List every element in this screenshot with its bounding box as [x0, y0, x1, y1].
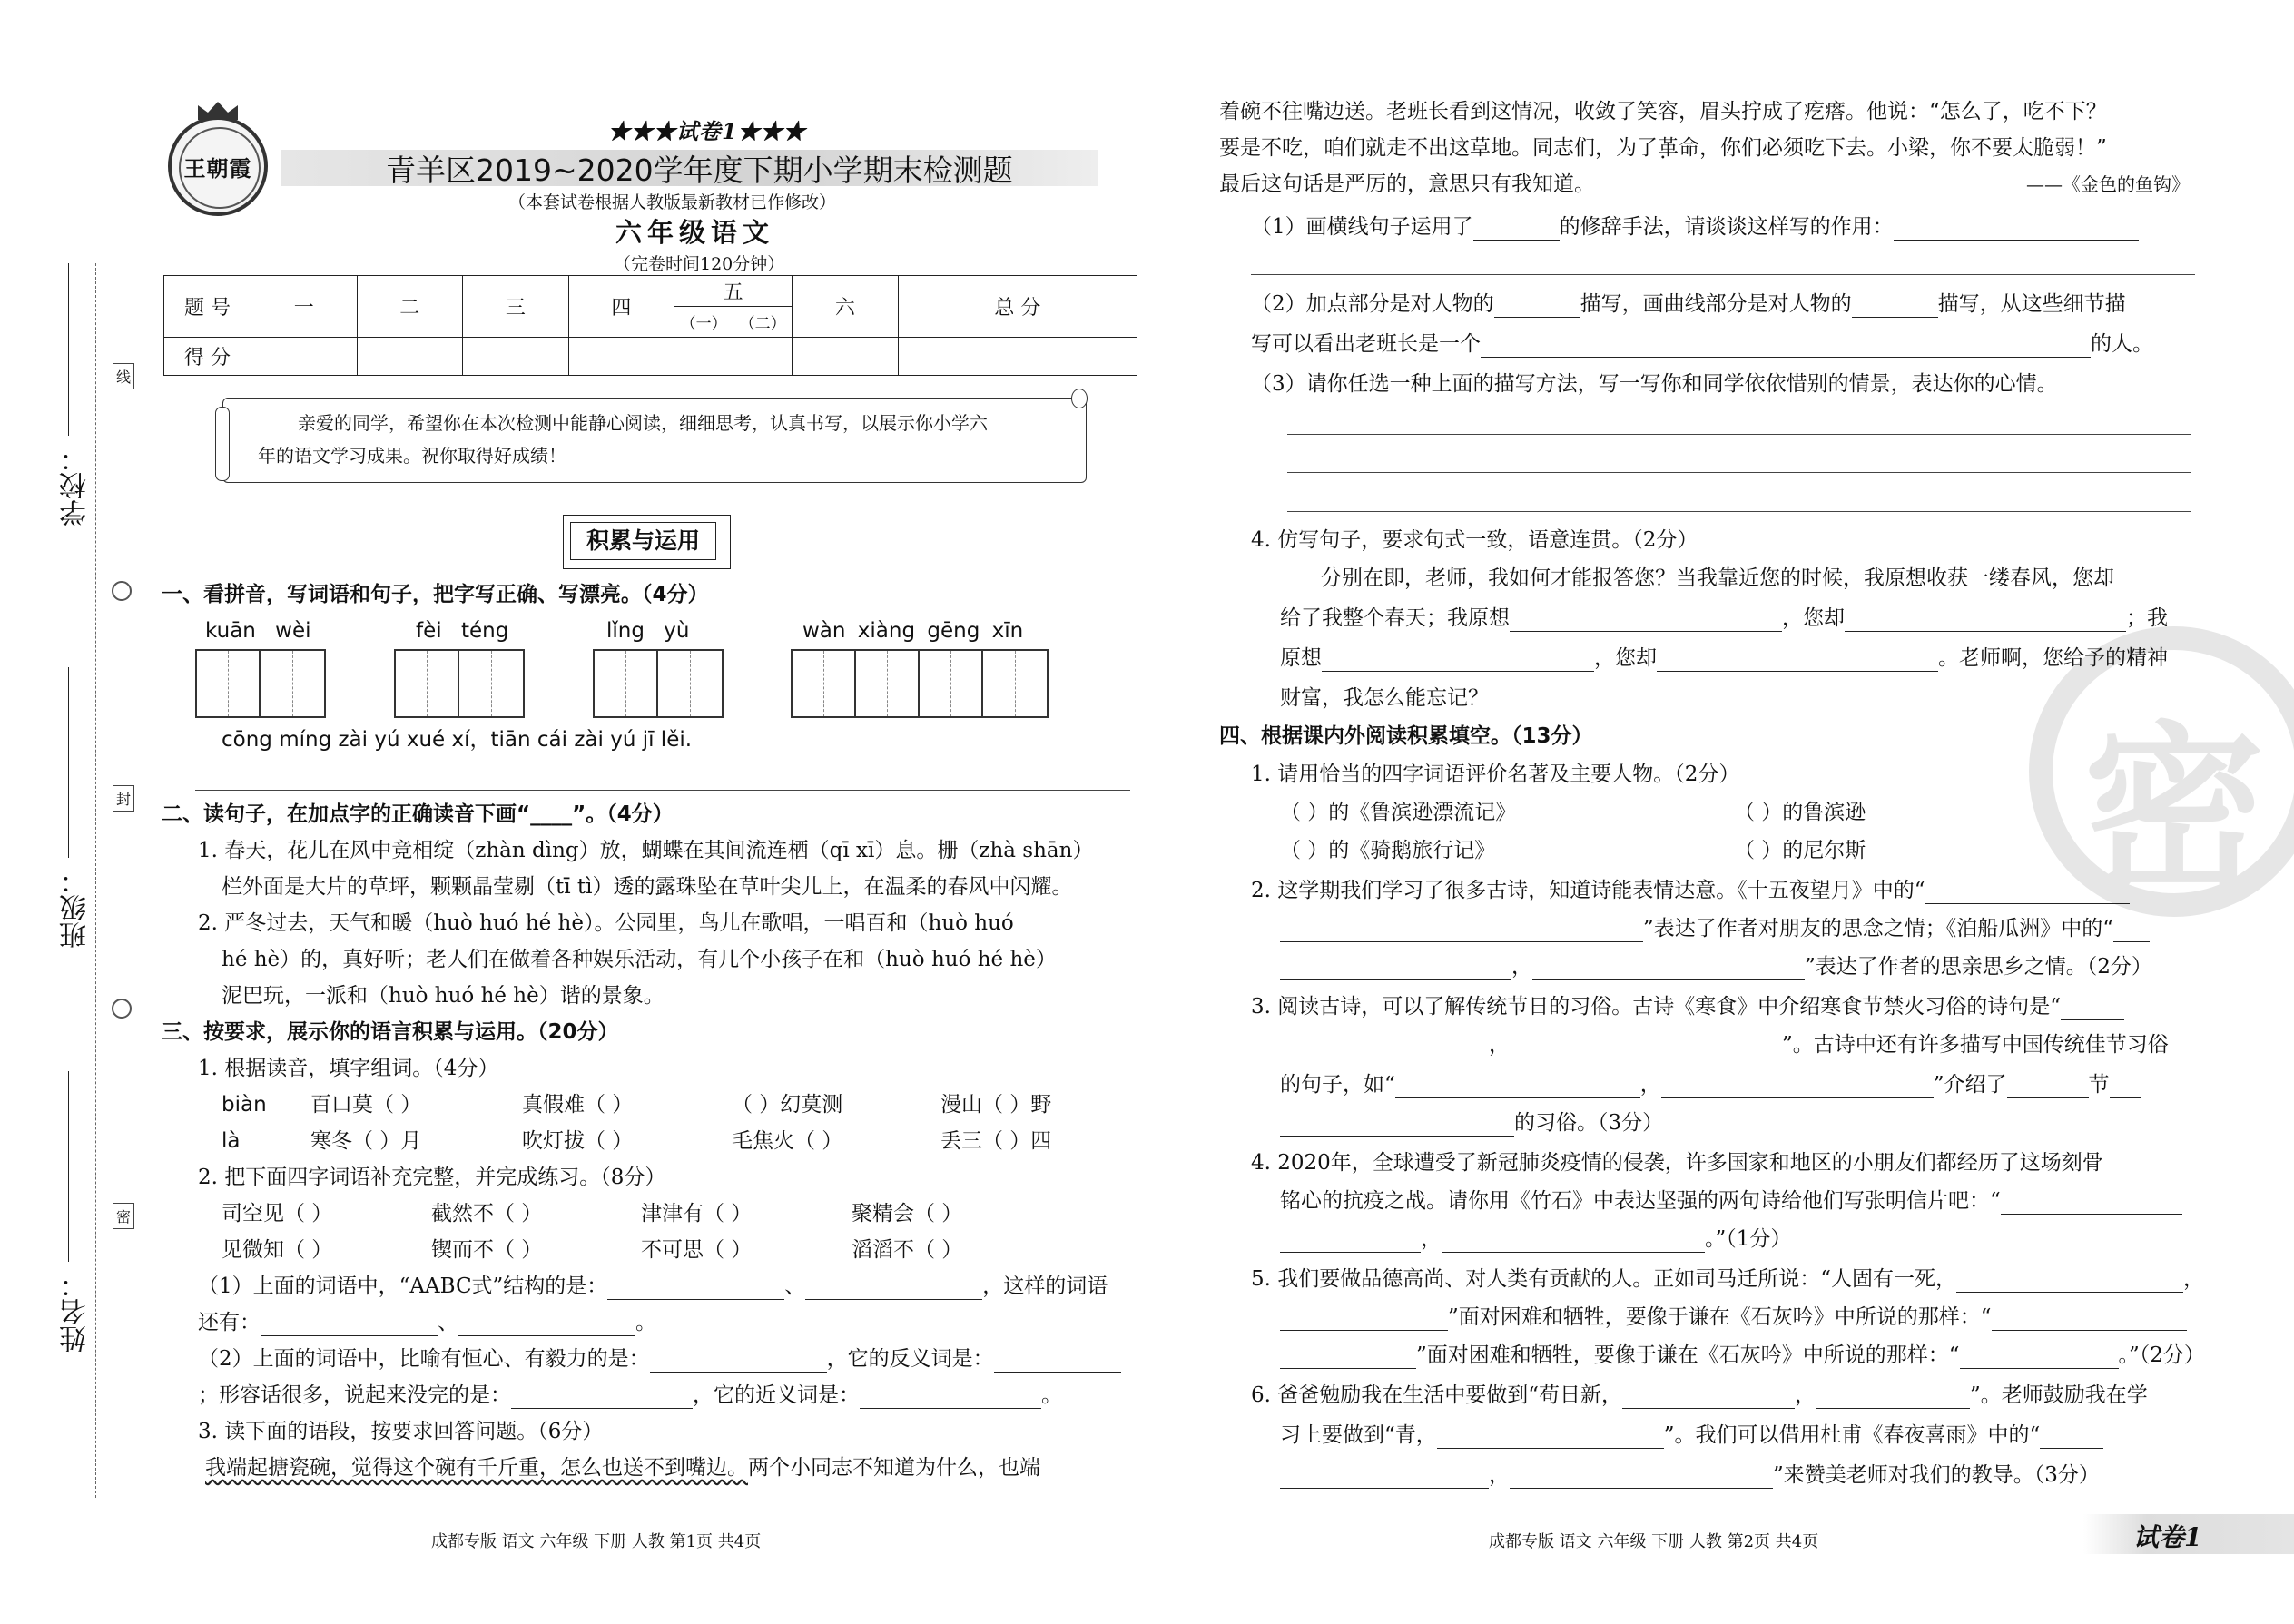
answer-blank[interactable] — [1845, 609, 2126, 632]
name-label: 姓名： — [60, 1271, 92, 1353]
answer-line[interactable] — [1251, 274, 2195, 275]
answer-blank[interactable] — [1280, 1114, 1514, 1137]
crown-icon — [198, 102, 238, 120]
answer-blank[interactable] — [2061, 998, 2124, 1020]
s4-q4-cont: 铭心的抗疫之战。请你用《竹石》中表达坚强的两句诗给他们写张明信片吧：“ — [1280, 1187, 2182, 1215]
answer-blank[interactable] — [458, 1314, 635, 1336]
q2-line-1: 1. 春天，花儿在风中竞相绽（zhàn dìng）放，蝴蝶在其间流连栖（qī xī）息。栅（zhà shān） — [198, 839, 1094, 862]
q3-a3: （3）请你任选一种上面的描写方法，写一写你和同学依依惜别的情景，表达你的心情。 — [1251, 372, 2058, 396]
answer-blank[interactable] — [1280, 958, 1511, 980]
fill-item[interactable]: 司空见（ ） — [222, 1202, 333, 1225]
fill-item[interactable]: 百口莫（ ） — [310, 1093, 422, 1117]
exam-time: （完卷时间120分钟） — [614, 254, 785, 274]
fill-item[interactable]: 聚精会（ ） — [852, 1202, 963, 1225]
q2-line-4: hé hè）的，真好听；老人们在做着各种娱乐活动，有几个小孩子在和（huò huó hé hè） — [222, 948, 1057, 971]
answer-blank[interactable] — [1657, 649, 1938, 672]
footer-right: 成都专版 语文 六年级 下册 人教 第2页 共4页 — [1489, 1532, 1819, 1551]
q4-line-2: 给了我整个春天；我原想 ，您却 ；我 — [1280, 606, 2168, 630]
s4-q1a[interactable]: （ ）的《鲁滨逊漂流记》 — [1280, 801, 1517, 824]
col-5: 五 — [674, 276, 793, 307]
q1-pinyin-4: wàn xiàng gēng xīn — [802, 619, 1024, 643]
s4-q5-end: ”面对困难和牺牲，要像于谦在《石灰吟》中所说的那样：“ 。”（2分） — [1280, 1342, 2205, 1369]
school-label: 学校： — [60, 445, 92, 527]
answer-blank[interactable] — [650, 1350, 827, 1373]
col-2: 二 — [357, 276, 463, 338]
answer-line[interactable] — [1287, 511, 2191, 512]
q3-p1: （1）上面的词语中，“AABC式”结构的是： 、 ，这样的词语 — [198, 1275, 1108, 1298]
logo-text: 王朝霞 — [183, 155, 252, 182]
answer-blank[interactable] — [1992, 1308, 2187, 1331]
q1-sentence-pinyin: cōng míng zài yú xué xí，tiān cái zài yú jī lěi. — [222, 728, 693, 752]
s4-q1d[interactable]: （ ）的尼尔斯 — [1734, 839, 1866, 862]
col-6: 六 — [793, 276, 899, 338]
answer-blank[interactable] — [1510, 609, 1782, 632]
fill-item[interactable]: 漫山（ ）野 — [940, 1093, 1052, 1117]
answer-blank[interactable] — [1280, 1036, 1489, 1058]
q1-title: 一、看拼音，写词语和句子，把字写正确、写漂亮。（4分） — [162, 583, 709, 606]
logo-seal — [168, 116, 268, 216]
section-title: 积累与运用 — [570, 522, 716, 560]
col-1: 一 — [251, 276, 358, 338]
answer-blank[interactable] — [1280, 1308, 1448, 1331]
s4-q1b[interactable]: （ ）的鲁滨逊 — [1734, 801, 1866, 824]
fill-item[interactable]: 见微知（ ） — [222, 1238, 333, 1262]
s4-q4: 4. 2020年，全球遭受了新冠肺炎疫情的侵袭，许多国家和地区的小朋友们都经历了这场刻骨 — [1251, 1151, 2103, 1175]
score-cell[interactable] — [898, 338, 1137, 376]
cut-mark-line: 线 — [113, 363, 134, 389]
s4-q3-cont2: 的句子，如“ ， ”介绍了 节 — [1280, 1071, 2141, 1098]
answer-blank[interactable] — [1280, 1230, 1421, 1253]
passage-line-3: 要是不吃，咱们就走不出这草地。同志们，为了革命，你们必须吃下去。小梁，你不要太脆弱！” • — [1219, 134, 2107, 162]
answer-blank[interactable] — [1280, 920, 1643, 942]
q3-p2: （2）上面的词语中，比喻有恒心、有毅力的是： ，它的反义词是： — [198, 1345, 1121, 1373]
answer-blank[interactable] — [2007, 1076, 2089, 1098]
answer-blank[interactable] — [1280, 1466, 1489, 1489]
fill-item[interactable]: 吹灯拔（ ） — [522, 1129, 634, 1153]
col-5-sub-2: （二） — [733, 307, 793, 338]
answer-blank[interactable] — [805, 1277, 982, 1300]
answer-line[interactable] — [1287, 472, 2191, 473]
s4-q3: 3. 阅读古诗，可以了解传统节日的习俗。古诗《寒食》中介绍寒食节禁火习俗的诗句是“ — [1251, 993, 2124, 1020]
answer-blank[interactable] — [1510, 1036, 1782, 1058]
answer-blank[interactable] — [1956, 1270, 2183, 1293]
answer-blank[interactable] — [860, 1386, 1041, 1409]
class-label: 班级： — [60, 867, 92, 949]
fill-item[interactable]: 锲而不（ ） — [431, 1238, 543, 1262]
pinyin-la: là — [222, 1129, 241, 1153]
score-cell[interactable] — [674, 338, 733, 376]
q1-pinyin-2: fèi téng — [416, 619, 509, 643]
answer-line[interactable] — [195, 790, 1130, 791]
watermark-text: 密 — [2082, 706, 2265, 918]
footer-left: 成都专版 语文 六年级 下册 人教 第1页 共4页 — [431, 1532, 762, 1551]
answer-blank[interactable] — [1894, 218, 2139, 241]
q3-title: 三、按要求，展示你的语言积累与运用。（20分） — [162, 1020, 619, 1044]
row-label-score: 得 分 — [164, 338, 251, 376]
q3-p2-cont: ；形容话很多，说起来没完的是： ，它的近义词是： 。 — [198, 1383, 1062, 1407]
score-cell[interactable] — [793, 338, 899, 376]
s4-q6-end: ， ”来赞美老师对我们的教导。（3分） — [1280, 1462, 2100, 1489]
col-4: 四 — [568, 276, 674, 338]
col-3: 三 — [463, 276, 569, 338]
answer-blank[interactable] — [1473, 218, 1560, 241]
answer-blank[interactable] — [1622, 1386, 1795, 1409]
s4-title: 四、根据课内外阅读积累填空。（13分） — [1219, 724, 1593, 748]
passage-source: ——《金色的鱼钩》 — [2026, 173, 2190, 195]
q2-line-3: 2. 严冬过去，天气和暖（huò huó hé hè）。公园里，鸟儿在歌唱，一唱百和（huò huó — [198, 911, 1014, 935]
fill-item[interactable]: 毛焦火（ ） — [732, 1129, 843, 1153]
q4-line-1: 分别在即，老师，我如何才能报答您？当我靠近您的时候，我原想收获一缕春风，您却 — [1321, 566, 2114, 590]
score-cell[interactable] — [251, 338, 358, 376]
q3-a1: （1）画横线句子运用了 的修辞手法，请谈谈这样写的作用： — [1251, 213, 2139, 241]
answer-blank[interactable] — [1925, 881, 2130, 904]
q1-pinyin-3: lǐng yù — [606, 619, 690, 643]
q3-a2-cont: 写可以看出老班长是一个 的人。 — [1251, 332, 2153, 356]
s4-q6: 6. 爸爸勉励我在生活中要做到“苟日新， ， ”。老师鼓励我在学 — [1251, 1383, 2148, 1407]
q4-title: 4. 仿写句子，要求句式一致，语意连贯。（2分） — [1251, 528, 1698, 552]
answer-line[interactable] — [1287, 434, 2191, 435]
q4-line-4: 财富，我怎么能忘记？ — [1280, 686, 1489, 710]
writing-grid-2[interactable] — [394, 649, 525, 718]
cut-mark-secret: 密 — [113, 1203, 134, 1229]
answer-blank[interactable] — [1510, 1466, 1773, 1489]
q3-a2: （2）加点部分是对人物的 描写，画曲线部分是对人物的 描写，从这些细节描 — [1251, 292, 2126, 316]
pinyin-bian: biàn — [222, 1093, 267, 1117]
passage-line-1: 我端起搪瓷碗，觉得这个碗有千斤重，怎么也送不到嘴边。两个小同志不知道为什么，也端 — [205, 1456, 1040, 1480]
fill-item[interactable]: 真假难（ ） — [522, 1093, 634, 1117]
answer-blank[interactable] — [2113, 920, 2150, 942]
answer-blank[interactable] — [1437, 1426, 1664, 1449]
s4-q4-end: ， 。”（1分） — [1280, 1225, 1791, 1253]
fill-item[interactable]: 津津有（ ） — [641, 1202, 753, 1225]
answer-blank[interactable] — [2001, 1192, 2182, 1215]
fill-item[interactable]: 寒冬（ ）月 — [310, 1129, 422, 1153]
answer-blank[interactable] — [994, 1350, 1121, 1373]
s4-q1c[interactable]: （ ）的《骑鹅旅行记》 — [1280, 839, 1496, 862]
q3-sub1: 1. 根据读音，填字组词。（4分） — [198, 1057, 499, 1080]
answer-blank[interactable] — [1852, 295, 1938, 318]
q3-sub2: 2. 把下面四字词语补充完整，并完成练习。（8分） — [198, 1166, 666, 1189]
score-cell[interactable] — [463, 338, 569, 376]
s4-q1: 1. 请用恰当的四字词语评价名著及主要人物。（2分） — [1251, 763, 1740, 786]
greeting-line-2: 年的语文学习成果。祝你取得好成绩！ — [258, 445, 566, 467]
col-5-sub-1: （一） — [674, 307, 733, 338]
s4-q3-cont: ， ”。古诗中还有许多描写中国传统佳节习俗 — [1280, 1031, 2169, 1058]
footer-tag: 试卷1 — [2133, 1522, 2202, 1552]
s4-q3-end: 的习俗。（3分） — [1280, 1109, 1663, 1137]
score-cell[interactable] — [568, 338, 674, 376]
page-title: 青羊区2019~2020学年度下期小学期末检测题 — [386, 153, 1013, 188]
s4-q6-cont: 习上要做到“青， ”。我们可以借用杜甫《春夜喜雨》中的“ — [1280, 1422, 2103, 1449]
answer-blank[interactable] — [1442, 1230, 1705, 1253]
answer-blank[interactable] — [1661, 1076, 1934, 1098]
answer-blank[interactable] — [2110, 1076, 2141, 1098]
passage-line-2: 着碗不往嘴边送。老班长看到这情况，收敛了笑容，眉头拧成了疙瘩。他说：“怎么了，吃不下？ — [1219, 100, 2107, 123]
s4-q2-end: ， ”表达了作者的思亲思乡之情。（2分） — [1280, 953, 2152, 980]
s4-q2: 2. 这学期我们学习了很多古诗，知道诗能表情达意。《十五夜望月》中的“ — [1251, 877, 2130, 904]
punch-hole-icon — [112, 581, 132, 601]
q1-pinyin-1: kuān wèi — [205, 619, 311, 643]
paper-note: （本套试卷根据人教版最新教材已作修改） — [508, 192, 837, 212]
score-cell[interactable] — [733, 338, 793, 376]
fill-item[interactable]: 丢三（ ）四 — [940, 1129, 1052, 1153]
fill-item[interactable]: 截然不（ ） — [431, 1202, 543, 1225]
q4-line-3: 原想 ，您却 。老师啊，您给予的精神 — [1280, 646, 2168, 670]
s4-q5: 5. 我们要做品德高尚、对人类有贡献的人。正如司马迁所说：“人固有一死， ， — [1251, 1267, 2205, 1291]
fill-item[interactable]: 不可思（ ） — [641, 1238, 753, 1262]
passage-line-4: 最后这句话是严厉的，意思只有我知道。 — [1219, 172, 1595, 196]
fill-item[interactable]: （ ）幻莫测 — [732, 1093, 843, 1117]
answer-blank[interactable] — [607, 1277, 784, 1300]
q3-p1-cont: 还有： 、 。 — [198, 1311, 656, 1334]
answer-blank[interactable] — [1280, 1346, 1416, 1369]
writing-grid-4[interactable] — [791, 649, 1049, 718]
answer-blank[interactable] — [2040, 1426, 2103, 1449]
score-cell[interactable] — [357, 338, 463, 376]
answer-blank[interactable] — [1481, 335, 2091, 358]
scroll-curl-icon — [1071, 389, 1088, 408]
q2-line-2: 栏外面是大片的草坪，颗颗晶莹剔（tī tì）透的露珠坠在草叶尖儿上，在温柔的春风中闪耀。 — [222, 875, 1073, 899]
writing-grid-1[interactable] — [195, 649, 326, 718]
q3-sub3: 3. 读下面的语段，按要求回答问题。（6分） — [198, 1420, 604, 1443]
fill-item[interactable]: 滔滔不（ ） — [852, 1238, 963, 1262]
q2-title: 二、读句子，在加点字的正确读音下画“____”。（4分） — [162, 802, 674, 826]
col-total: 总 分 — [898, 276, 1137, 338]
answer-blank[interactable] — [261, 1314, 438, 1336]
punch-hole-icon — [112, 999, 132, 1019]
greeting-scroll — [222, 398, 1087, 483]
subject-title: 六年级语文 — [615, 217, 775, 248]
s4-q5-cont: ”面对困难和牺牲，要像于谦在《石灰吟》中所说的那样：“ — [1280, 1304, 2187, 1331]
greeting-line-1: 亲爱的同学，希望你在本次检测中能静心阅读，细细思考，认真书写，以展示你小学六 — [298, 412, 988, 434]
answer-blank[interactable] — [1816, 1386, 1970, 1409]
row-label-number: 题 号 — [164, 276, 251, 338]
wavy-sentence: 我端起搪瓷碗，觉得这个碗有千斤重，怎么也送不到嘴边。 — [205, 1456, 748, 1480]
q2-line-5: 泥巴玩，一派和（huò huó hé hè）谐的景象。 — [222, 984, 665, 1008]
answer-blank[interactable] — [511, 1386, 693, 1409]
answer-blank[interactable] — [1960, 1346, 2119, 1369]
score-table — [163, 275, 1137, 376]
scroll-curl-icon — [215, 407, 230, 481]
s4-q2-cont: ”表达了作者对朋友的思念之情；《泊船瓜洲》中的“ — [1280, 915, 2150, 942]
writing-grid-3[interactable] — [593, 649, 724, 718]
answer-blank[interactable] — [1494, 295, 1580, 318]
answer-blank[interactable] — [1395, 1076, 1640, 1098]
paper-badge: ★★★试卷1★★★ — [608, 118, 806, 144]
cut-mark-seal: 封 — [113, 785, 134, 812]
answer-blank[interactable] — [1322, 649, 1594, 672]
answer-blank[interactable] — [1532, 958, 1805, 980]
